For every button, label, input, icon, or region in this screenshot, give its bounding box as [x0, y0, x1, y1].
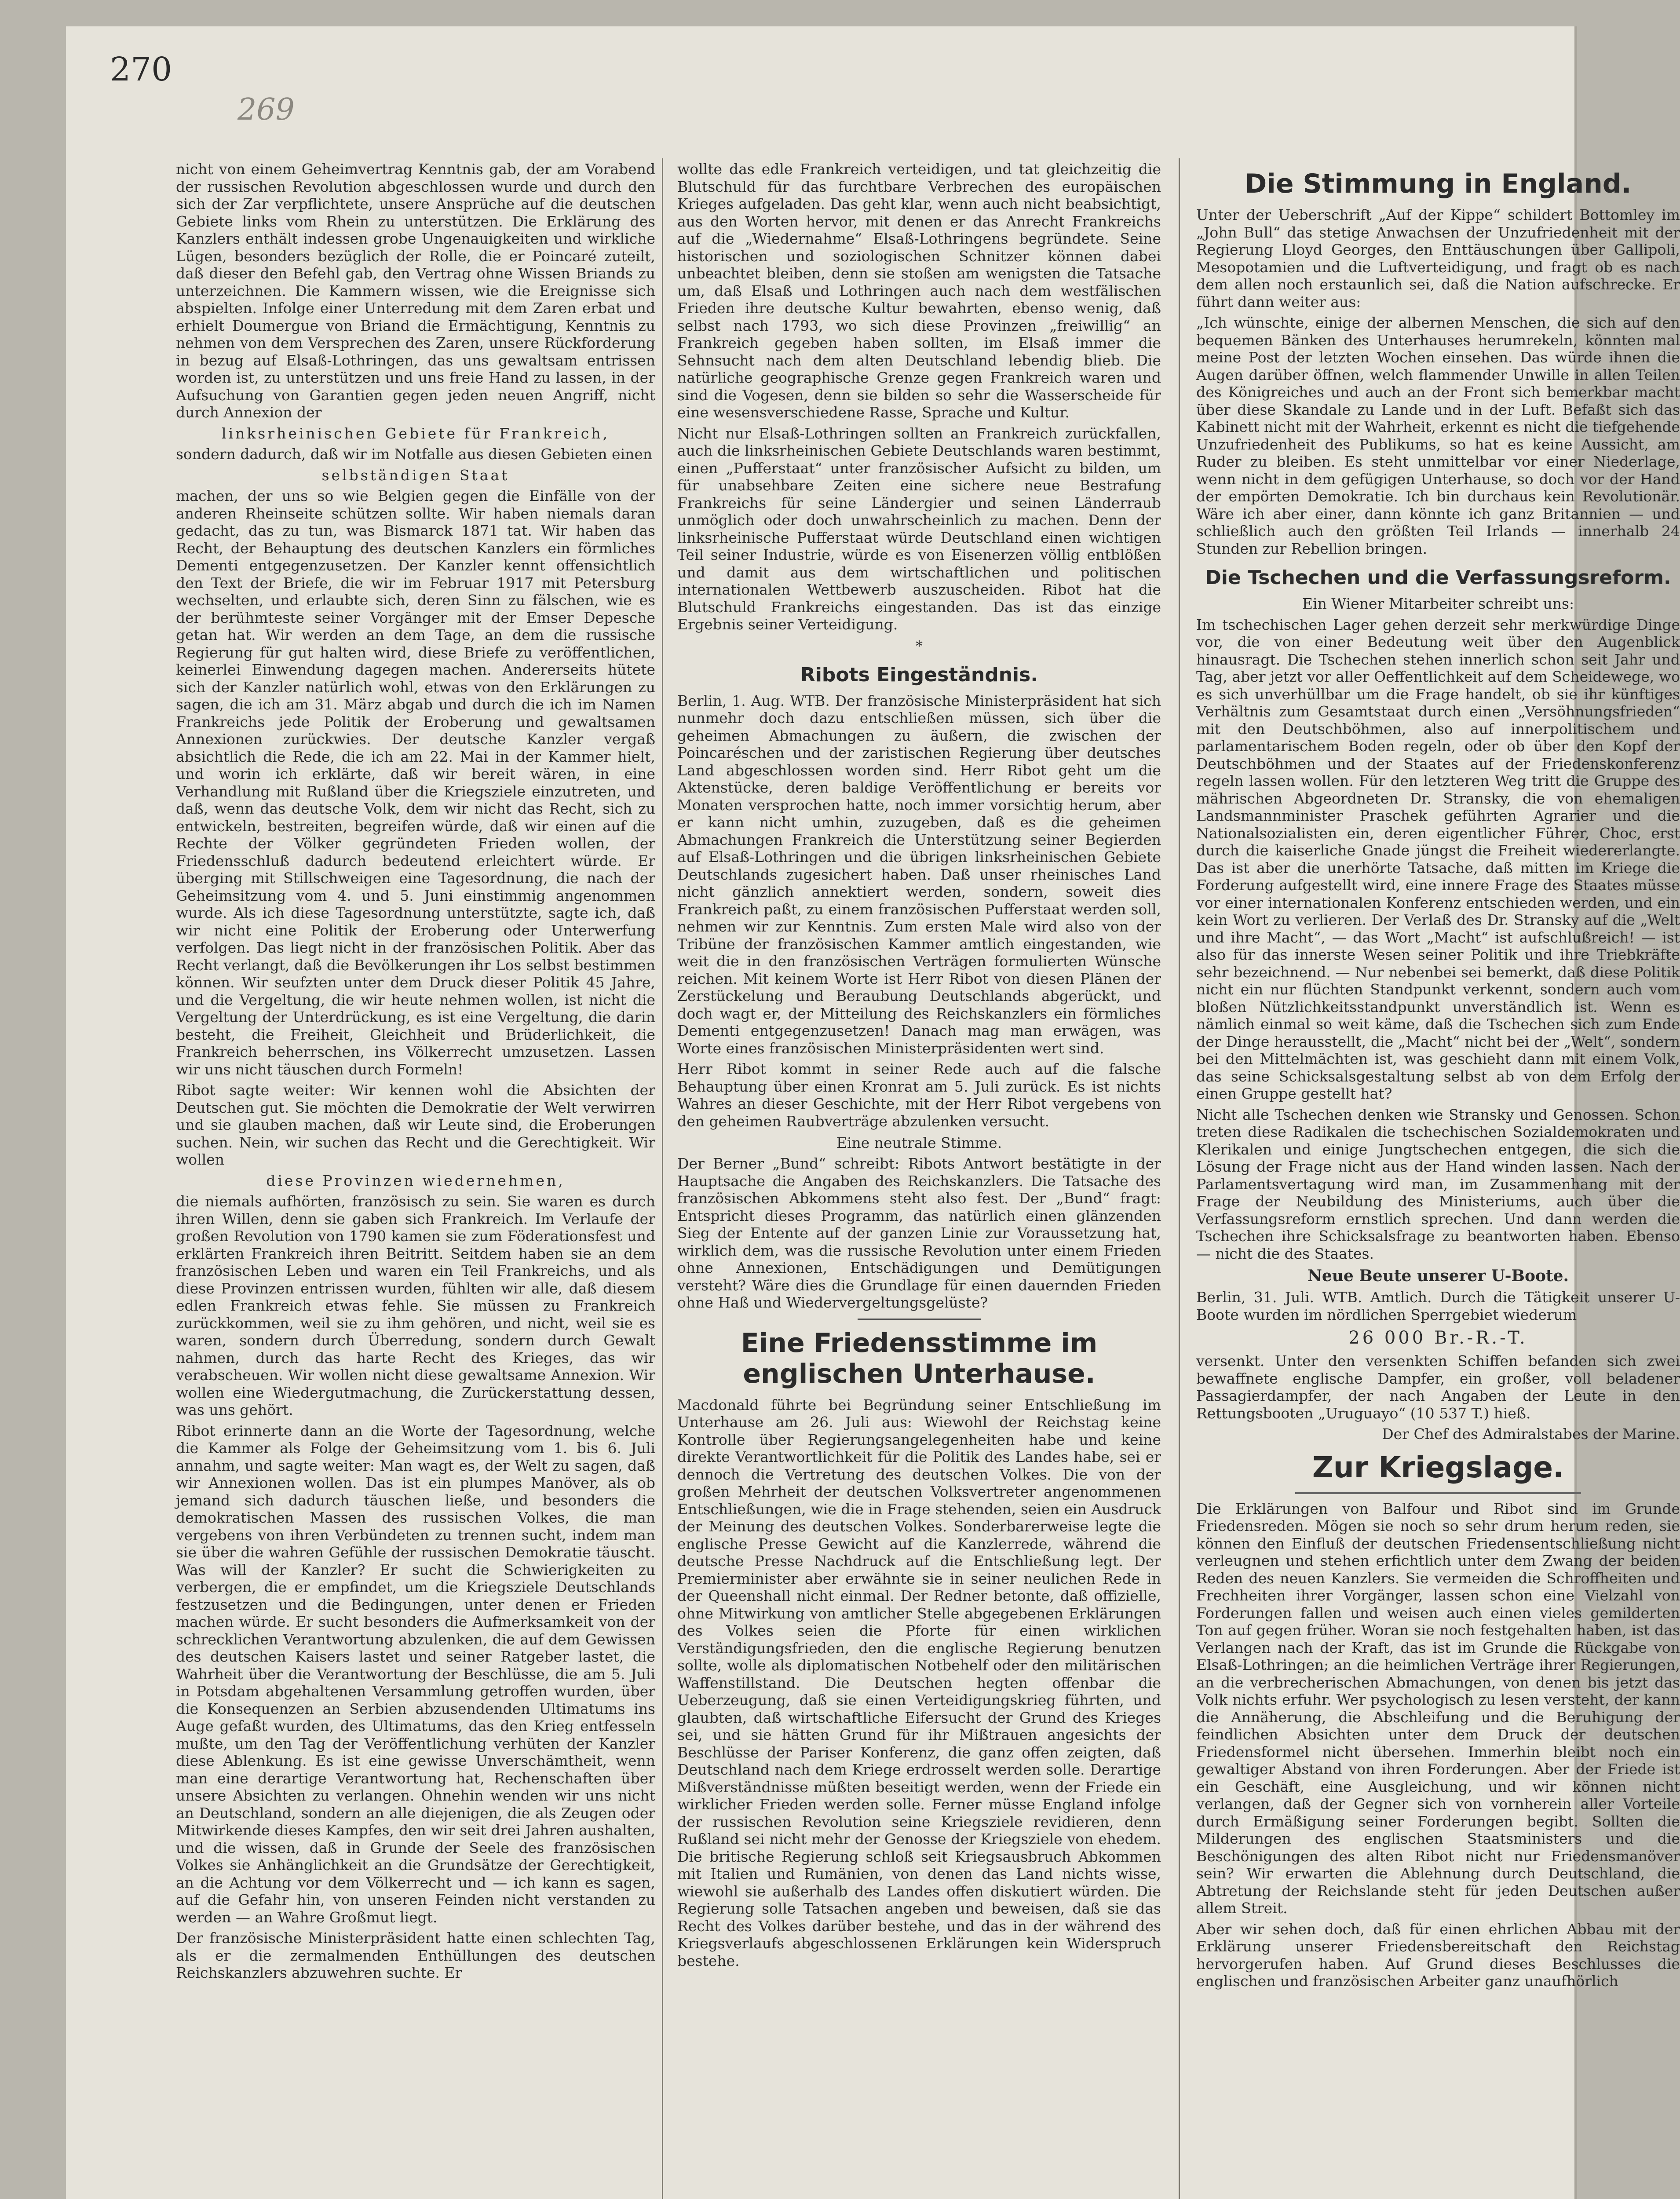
paragraph: die niemals aufhörten, französisch zu sein. Sie waren es durch ihren Willen, denn sie gaben sich Frankreich. Im Verlaufe der großen Revolution von 1790 kamen sie zum Föderationsfest und erklärten Frankreich ihren Beitritt. Seitdem haben sie an dem französischen Leben und waren ein Teil Frankreichs, und als diese Provinzen entrissen wurden, fühlten wir alle, daß diesem edlen Frankreich etwas fehle. Sie müssen zu Frankreich zurückkommen, weil sie zu ihm gehören, und nicht, weil sie es waren, sondern durch Überredung, sondern durch Gewalt nahmen, durch das harte Recht des Krieges, das wir verabscheuen. Wir wollen nicht diese gewaltsame Annexion. Wir wollen eine Wiedergutmachung, die Zurückerstattung dessen, was uns gehört. — [176, 1193, 655, 1418]
paragraph: Ribot sagte weiter: Wir kennen wohl die Absichten der Deutschen gut. Sie möchten die Demokratie der Welt verwirren und sie glauben machen, daß wir Leute sind, die Eroberungen suchen. Nein, wir suchen das Recht und die Gerechtigkeit. Wir wollen — [176, 1081, 655, 1168]
section-star: * — [916, 637, 923, 654]
emphasis-line: diese Provinzen wiedernehmen, — [266, 1172, 565, 1189]
handwritten-marginal-note: 269 — [237, 92, 295, 127]
paragraph: Herr Ribot kommt in seiner Rede auch auf die falsche Behauptung über einen Kronrat am 5. Juli zurück. Es ist nichts Wahres an dieser Geschichte, mit der Herr Ribot vergebens von den geheimen Raubverträge abzulenken versucht. — [677, 1060, 1161, 1130]
newspaper-page — [66, 26, 1680, 2199]
paragraph: machen, der uns so wie Belgien gegen die Einfälle von der anderen Rheinseite schützen sollte. Wir haben niemals daran gedacht, das zu tun, was Bismarck 1871 tat. Wir haben das Recht, der Behauptung des deutschen Kanzlers ein förmliches Dementi entgegenzusetzen. Der Kanzler kennt offensichtlich den Text der Briefe, die wir im Februar 1917 mit Petersburg wechselten, und erlaubte sich, deren Sinn zu fälschen, wie es der berühmteste seiner Vorgänger mit der Emser Depesche getan hat. Wir werden an dem Tage, an dem die russische Regierung für gut halten wird, diese Briefe zu veröffentlichen, keinerlei Einwendung dagegen machen. Andererseits hütete sich der Kanzler natürlich wohl, etwas von den Erklärungen zu sagen, die ich am 31. März abgab und durch die ich im Namen Frankreichs jede Politik der Eroberung und gewaltsamen Annexionen zurückwies. Der deutsche Kanzler vergaß absichtlich die Rede, die ich am 22. Mai in der Kammer hielt, und worin ich erklärte, daß wir bereit wären, in eine Verhandlung mit Rußland über die Kriegsziele einzutreten, und daß, wenn das deutsche Volk, dem wir nicht das Recht, sich zu entwickeln, bestreiten, begreifen würde, daß wir einen auf die Rechte der Völker gegründeten Frieden wollen, der Friedensschluß dadurch bedeutend erleichtert würde. Er überging mit Stillschweigen eine Tagesordnung, die nach der Geheimsitzung vom 4. und 5. Juni einstimmig angenommen wurde. Als ich diese Tagesordnung unterstützte, sagte ich, daß wir nicht eine Politik der Eroberung oder Unterwerfung verfolgen. Das liegt nicht in der französischen Politik. Aber das Recht verlangt, daß die Bevölkerungen ihr Los selbst bestimmen können. Wir seufzten unter dem Druck dieser Politik 45 Jahre, und die Vergeltung, die wir heute nehmen wollen, ist nicht die Vergeltung der Unterdrückung, es ist eine Vergeltung, die darin besteht, die Freiheit, Gleichheit und Brüderlichkeit, die Frankreich beherrschen, ins Völkerrecht umzusetzen. Lassen wir uns nicht täuschen durch Formeln! — [176, 487, 655, 1078]
paragraph: Macdonald führte bei Begründung seiner Entschließung im Unterhause am 26. Juli aus: Wiewohl der Reichstag keine Kontrolle über Regierungsangelegenheiten habe und keine direkte Verantwortlichkeit für die Politik des Landes habe, sei er dennoch die Vertretung des deutschen Volkes. Die von der großen Mehrheit der deutschen Volksvertreter angenommenen Entschließungen, wie die in Frage stehenden, seien ein Ausdruck der Meinung des deutschen Volkes. Sonderbarerweise legte die englische Presse Gewicht auf die Kanzlerrede, während die deutsche Presse Nachdruck auf die Entschließung legt. Der Premierminister aber erwähnte sie in seiner neulichen Rede in der Queenshall nicht einmal. Der Redner betonte, daß offizielle, ohne Mitwirkung von amtlicher Stelle abgegebenen Erklärungen des Volkes seien die Pforte für einen wirklichen Verständigungsfrieden, den die englische Regierung benutzen sollte, wolle als diplomatischen Notbehelf oder den militärischen Waffenstillstand. Die Deutschen hegten offenbar die Ueberzeugung, daß sie einen Verteidigungskrieg führten, und glaubten, daß wirtschaftliche Eifersucht der Grund des Krieges sei, und sie hätten Grund für ihr Mißtrauen angesichts der Beschlüsse der Pariser Konferenz, die ganz offen zeigten, daß Deutschland nach dem Kriege erdrosselt werden solle. Derartige Mißverständnisse müßten beseitigt werden, wenn der Friede ein wirklicher Frieden werden solle. Ferner müsse England infolge der russischen Revolution seine Kriegsziele revidieren, denn Rußland sei nicht mehr der Genosse der Kriegsziele von ehedem. Die britische Regierung schloß seit Kriegsausbruch Abkommen mit Italien und Rumänien, von denen das Land nichts wisse, wiewohl sie außerhalb des Landes offen diskutiert würden. Die Regierung solle Tatsachen angeben und beweisen, daß sie das Recht des Volkes darüber bestehe, und das in der während des Kriegsverlaufs abgeschlossenen Erklärungen kein Widerspruch bestehe. — [677, 1396, 1161, 1969]
column-rule — [1179, 158, 1180, 2199]
paragraph: Ribot erinnerte dann an die Worte der Tagesordnung, welche die Kammer als Folge der Geheimsitzung vom 1. bis 6. Juli annahm, und sagte weiter: Man wagt es, der Welt zu sagen, daß wir Annexionen wollen. Das ist ein plumpes Manöver, als ob jemand sich dadurch täuschen ließe, und besonders die demokratischen Massen des russischen Volkes, die man vergebens von ihren Verbündeten zu trennen sucht, indem man sie über die wahren Gefühle der russischen Demokratie täuscht. Was will der Kanzler? Er sucht die Schwierigkeiten zu verbergen, die er empfindet, um die Kriegsziele Deutschlands festzusetzen und die Bedingungen, unter denen er Frieden machen würde. Er sucht besonders die Aufmerksamkeit von der schrecklichen Verantwortung abzulenken, die auf dem Gewissen des deutschen Kaisers lastet und seiner Ratgeber lastet, die Wahrheit über die Verantwortung der Beschlüsse, die am 5. Juli in Potsdam abgehaltenen Versammlung getroffen wurden, über die Konsequenzen an Serbien abzusendenden Ultimatums ins Auge gefaßt wurden, des Ultimatums, das den Krieg entfesseln mußte, um den Tag der Veröffentlichung verhüten der Kanzler diese Ablenkung. Es ist eine gewisse Unverschämtheit, wenn man eine derartige Verantwortung hat, Rechenschaften über unsere Absichten zu verlangen. Ohnehin wenden wir uns nicht an Deutschland, sondern an alle diejenigen, die als Zeugen oder Mitwirkende dieses Kampfes, den wir seit drei Jahren aushalten, und die wissen, daß in Grunde der Seele des französischen Volkes sie Anhänglichkeit an die Grundsätze der Gerechtigkeit, an die Achtung vor dem Völkerrecht und — ich kann es sagen, auf die Gefahr hin, von unseren Feinden nicht verstanden zu werden — an Wahre Großmut liegt. — [176, 1422, 655, 1926]
emphasis-line: linksrheinischen Gebiete für Frankreich, — [222, 424, 610, 442]
paragraph: Der Berner „Bund“ schreibt: Ribots Antwort bestätigte in der Hauptsache die Angaben des Reichskanzlers. Die Tatsache des französischen Abkommens steht also fest. Der „Bund“ fragt: Entspricht dieses Programm, das natürlich einen glänzenden Sieg der Entente auf der ganzen Linie zur Voraussetzung hat, wirklich dem, was die russische Revolution unter einem Frieden ohne Annexionen, Entschädigungen und Demütigungen versteht? Wäre dies die Grundlage für einen dauernden Frieden ohne Haß und Wiedervergeltungsgelüste? — [677, 1155, 1161, 1311]
emphasis-line: selbständigen Staat — [321, 466, 510, 484]
headline-stimmung-in-england: Die Stimmung in England. — [1245, 168, 1632, 199]
headline-underline — [1295, 1492, 1581, 1494]
paragraph: „Ich wünschte, einige der albernen Menschen, die sich auf den bequemen Bänken des Unterhauses herumrekeln, könnten mal meine Post der letzten Wochen einsehen. Das würde ihnen die Augen darüber öffnen, welch flammender Unwille in allen Teilen des Königreiches und auch an der Front sich bemerkbar macht über diese Skandale zu Lande und in der Luft. Befaßt sich das Kabinett nicht mit der Wahrheit, erkennt es nicht die tiefgehende Unzufriedenheit des Publikums, so hat es keine Aussicht, am Ruder zu bleiben. Es steht unmittelbar vor einer Niederlage, wenn nicht in dem gefügigen Unterhause, so doch vor der Hand der empörten Demokratie. Ich bin durchaus kein Revolutionär. Wäre ich aber einer, dann könnte ich ganz Britannien — und schließlich auch den größten Teil Irlands — innerhalb 24 Stunden zur Rebellion bringen. — [1196, 314, 1680, 557]
subheadline-neutrale-stimme: Eine neutrale Stimme. — [836, 1134, 1002, 1151]
paragraph: Der französische Ministerpräsident hatte einen schlechten Tag, als er die zermalmenden Enthüllungen des deutschen Reichskanzlers abzuwehren suchte. Er — [176, 1929, 655, 1981]
headline-ribots-eingestaendnis: Ribots Eingeständnis. — [800, 663, 1038, 686]
paragraph: nicht von einem Geheimvertrag Kenntnis gab, der am Vorabend der russischen Revolution abgeschlossen wurde und durch den sich der Zar verpflichtete, unsere Ansprüche auf die deutschen Gebiete links vom Rhein zu unterstützen. Die Erklärung des Kanzlers enthält indessen grobe Ungenauigkeiten und wirkliche Lügen, besonders bezüglich der Rolle, die er Poincaré zuteilt, daß dieser den Befehl gab, den Vertrag ohne Wissen Briands zu unterzeichnen. Die Kammern wissen, wie die Ereignisse sich abspielten. Infolge einer Unterredung mit dem Zaren erbat und erhielt Doumergue von Briand die Ermächtigung, Kenntnis zu nehmen von dem Versprechen des Zaren, unsere Rückforderung in bezug auf Elsaß-Lothringen, das uns gewaltsam entrissen worden ist, zu unterstützen und uns freie Hand zu lassen, in der Aufsuchung von Garantien gegen jeden neuen Angriff, nicht durch Annexion der — [176, 161, 655, 421]
headline-tschechen-verfassungsreform: Die Tschechen und die Verfassungsreform. — [1205, 566, 1671, 589]
column-rule — [662, 158, 663, 2199]
paragraph: versenkt. Unter den versenkten Schiffen befanden sich zwei bewaffnete englische Dampfer, ein großer, voll beladener Passagierdampfer, der nach Angaben der Leute in den Rettungsbooten „Uruguayo“ (10 537 T.) hieß. — [1196, 1352, 1680, 1422]
paragraph: Aber wir sehen doch, daß für einen ehrlichen Abbau mit der Erklärung unserer Friedensbereitschaft den Reichstag hervorgerufen haben. Auf Grund dieses Beschlusses die englischen und französischen Arbeiter ganz unaufhörlich — [1196, 1920, 1680, 1990]
paragraph: Berlin, 1. Aug. WTB. Der französische Ministerpräsident hat sich nunmehr doch dazu entschließen müssen, sich über die geheimen Abmachungen zu äußern, die zwischen der Poincaréschen und der zaristischen Regierung über deutsches Land abgeschlossen worden sind. Herr Ribot geht um die Aktenstücke, deren baldige Veröffentlichung er bereits vor Monaten versprochen hatte, noch immer vorsichtig herum, aber er kann nicht umhin, zuzugeben, daß es die geheimen Abmachungen Frankreich die Unterstützung seiner Begierden auf Elsaß-Lothringen und die übrigen linksrheinischen Gebiete Deutschlands zugesichert haben. Daß unser rheinisches Land nicht gänzlich annektiert werden, sondern, soweit dies Frankreich paßt, zu einem französischen Pufferstaat werden soll, nehmen wir zur Kenntnis. Zum ersten Male wird also von der Tribüne der französischen Kammer amtlich eingestanden, wie weit die in den französischen Verträgen formulierten Wünsche reichen. Mit keinem Worte ist Herr Ribot von diesen Plänen der Zerstückelung und Beraubung Deutschlands abgerückt, und doch wagt er, der Mitteilung des Reichskanzlers ein förmliches Dementi entgegenzusetzen! Danach mag man erwägen, was Worte eines französischen Ministerpräsidenten wert sind. — [677, 692, 1161, 1057]
signature-line: Der Chef des Admiralstabes der Marine. — [1382, 1425, 1680, 1443]
column-2 — [677, 161, 1161, 2199]
headline-friedensstimme: Eine Friedensstimme im englischen Unterhause. — [741, 1327, 1098, 1389]
paragraph: Unter der Ueberschrift „Auf der Kippe“ schildert Bottomley im „John Bull“ das stetige Anwachsen der Unzufriedenheit mit der Regierung Lloyd Georges, den Enttäuschungen über Gallipoli, Mesopotamien und die Luftverteidigung, und fragt ob es nach dem allen noch erstaunlich sei, daß die Nation aufschrecke. Er führt dann weiter aus: — [1196, 206, 1680, 310]
column-1 — [176, 161, 655, 2199]
paragraph: Im tschechischen Lager gehen derzeit sehr merkwürdige Dinge vor, die von einer Bedeutung weit über den Augenblick hinausragt. Die Tschechen stehen innerlich schon seit Jahr und Tag, aber jetzt vor aller Oeffentlichkeit auf dem Scheidewege, wo es sich unverhüllbar um die Frage handelt, ob sie ihr künftiges Verhältnis zum Gesamtstaat durch einen „Versöhnungsfrieden“ mit den Deutschböhmen, also auf innerpolitischem und parlamentarischem Boden regeln, oder ob über den Kopf der Deutschböhmen und der Staates auf der Friedenskonferenz regeln lassen wollen. Für den letzteren Weg tritt die Gruppe des mährischen Abgeordneten Dr. Stransky, die von ehemaligen Landsmannminister Praschek geführten Agrarier und die Nationalsozialisten ein, deren eigentlicher Führer, Choc, erst durch die kaiserliche Gnade jüngst die Freiheit wiedererlangte. Das ist aber die unerhörte Tatsache, daß mitten im Kriege die Forderung aufgestellt wird, eine innere Frage des Staates müsse vor einer internationalen Konferenz entschieden werden, und ein kein Wort zu verlieren. Der Verlaß des Dr. Stransky auf die „Welt und ihre Macht“, — das Wort „Macht“ ist aufschlußreich! — ist also für das innerste Wesen seiner Politik und ihre Triebkräfte sehr bezeichnend. — Nur nebenbei sei bemerkt, daß diese Politik nicht ein nur flüchten Standpunkt verkennt, sondern auch vom bloßen Nützlichkeitsstandpunkt unverständlich ist. Wenn es nämlich einmal so weit käme, daß die Tschechen sich zum Ende der Dinge herausstellt, die „Macht“ nicht bei der „Welt“, sondern bei den Mittelmächten ist, was geschieht dann mit einem Volk, das seine Schicksalsgestaltung selbst ab von dem Erfolg der einen Gruppe gestellt hat? — [1196, 616, 1680, 1102]
headline-neue-beute: Neue Beute unserer U-Boote. — [1307, 1267, 1569, 1285]
paragraph: Nicht nur Elsaß-Lothringen sollten an Frankreich zurückfallen, auch die linksrheinischen Gebiete Deutschlands waren bestimmt, einen „Pufferstaat“ unter französischer Aufsicht zu bilden, um für unabsehbare Zeiten eine sichere neue Bestrafung Frankreichs für seine Ländergier und seinen Länderraub unmöglich oder doch unwahrscheinlich zu machen. Denn der linksrheinische Pufferstaat würde Deutschland einen wichtigen Teil seiner Industrie, würde es von Eisenerzen völlig entblößen und damit aus dem wirtschaftlichen und politischen internationalen Wettbewerb auszuscheiden. Ribot hat die Blutschuld Frankreichs eingestanden. Das ist das einzige Ergebnis seiner Verteidigung. — [677, 424, 1161, 633]
paragraph: Die Erklärungen von Balfour und Ribot sind im Grunde Friedensreden. Mögen sie noch so sehr drum herum reden, sie können den Einfluß der deutschen Friedensentschließung nicht verleugnen und stehen erfichtlich unter dem Zwang der beiden Reden des neuen Kanzlers. Sie vermeiden die Schroffheiten und Frechheiten ihrer Vorgänger, lassen schon eine Vielzahl von Forderungen fallen und weisen auch einen vieles gemilderten Ton auf gegen früher. Woran sie noch festgehalten haben, ist das Verlangen nach der Kraft, das ist im Grunde die Rückgabe von Elsaß-Lothringen; an die heimlichen Verträge ihrer Regierungen, an die verbrecherischen Abmachungen, von denen bis jetzt das Volk nichts erfuhr. Wer psychologisch zu lesen versteht, der kann die Annäherung, die Abschleifung und die Beruhigung der feindlichen Absichten unter dem Druck der deutschen Friedensformel nicht übersehen. Immerhin bleibt noch ein gewaltiger Abstand von ihren Forderungen. Aber der Friede ist ein Geschäft, eine Ausgleichung, und wir können nicht verlangen, daß der Gegner sich von vornherein aller Vorteile durch Ermäßigung seiner Forderungen begibt. Sollten die Milderungen des englischen Staatsministers und die Beschönigungen des alten Ribot nicht nur Friedensmanöver sein? Wir erwarten die Ablehnung durch Deutschland, die Abtretung der Reichslande steht für jeden Deutschen außer allem Streit. — [1196, 1500, 1680, 1917]
paragraph: Nicht alle Tschechen denken wie Stransky und Genossen. Schon treten diese Radikalen die tschechischen Sozialdemokraten und Klerikalen und einige Jungtschechen entgegen, die sich die Lösung der Frage nicht aus der Hand winden lassen. Nach der Parlamentsvertagung wird man, im Zusammenhang mit der Frage der Neubildung des Ministeriums, auch über die Verfassungsreform ernstlich sprechen. Und dann werden die Tschechen ihre Schicksalsfrage zu beantworten haben. Ebenso — nicht die des Staates. — [1196, 1106, 1680, 1262]
paragraph: wollte das edle Frankreich verteidigen, und tat gleichzeitig die Blutschuld für das furchtbare Verbrechen des europäischen Krieges aufgeladen. Das geht klar, wenn auch nicht beabsichtigt, aus den Worten hervor, mit denen er das Anrecht Frankreichs auf die „Wiedernahme“ Elsaß-Lothringens begründete. Seine historischen und soziologischen Schnitzer können dabei unbeachtet bleiben, denn sie stoßen am wenigsten die Tatsache um, daß Elsaß und Lothringen auch nach dem westfälischen Frieden ihre deutsche Kultur bewahrten, ebenso wenig, daß selbst nach 1793, wo sich diese Provinzen „freiwillig“ an Frankreich gegeben haben sollten, im Elsaß immer die Sehnsucht nach dem alten Deutschland lebendig blieb. Die natürliche geographische Grenze gegen Frankreich waren und sind die Vogesen, denn sie bilden so sehr die Wasserscheide für eine wesensverschiedene Rasse, Sprache und Kultur. — [677, 161, 1161, 421]
headline-zur-kriegslage: Zur Kriegslage. — [1312, 1450, 1564, 1484]
column-3 — [1196, 161, 1680, 2199]
divider — [858, 1319, 981, 1320]
byline: Ein Wiener Mitarbeiter schreibt uns: — [1302, 595, 1574, 612]
paragraph: Berlin, 31. Juli. WTB. Amtlich. Durch die Tätigkeit unserer U-Boote wurden im nördlichen Sperrgebiet wiederum — [1196, 1289, 1680, 1323]
tonnage-figure: 26 000 Br.-R.-T. — [1348, 1328, 1528, 1348]
page-number: 270 — [110, 51, 172, 88]
paragraph: sondern dadurch, daß wir im Notfalle aus diesen Gebieten einen — [176, 446, 653, 463]
